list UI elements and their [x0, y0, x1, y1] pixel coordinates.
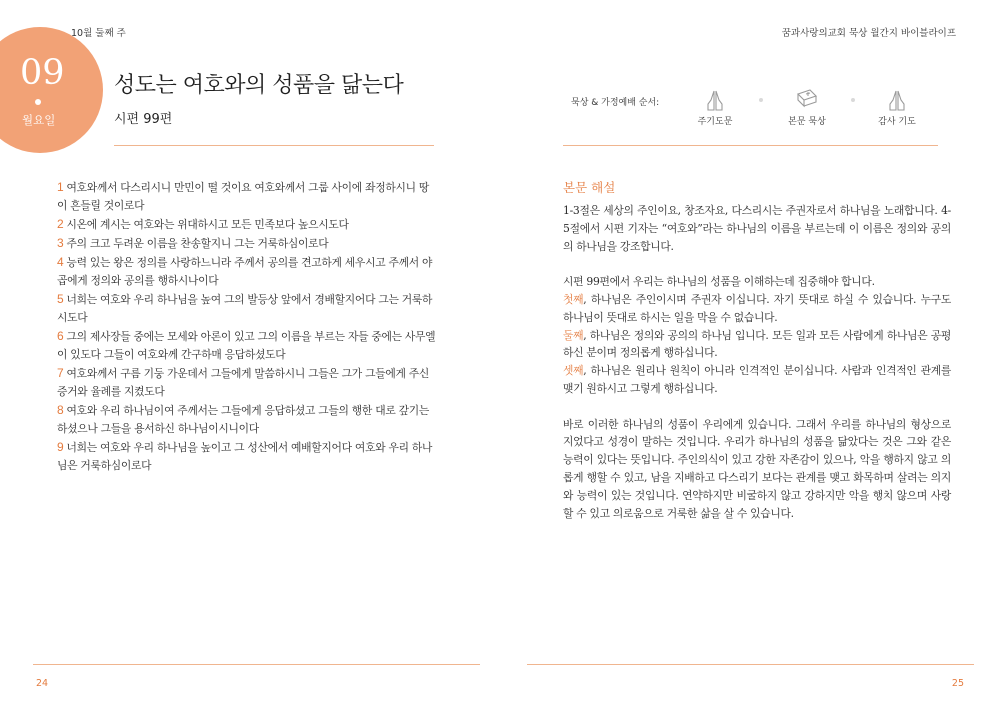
worship-order-label: 묵상 & 가정예배 순서: — [571, 98, 660, 108]
commentary-paragraph: 시편 99편에서 우리는 하나님의 성품을 이해하는데 집중해야 합니다. 첫째, 하나님은 주인이시며 주권자 이십니다. 자기 뜻대로 하실 수 있습니다. 누구도 하나님이 뜻대로 하시는 일을 막을 수 없습니다. 둘째, 하나님은 정의와 공의의 하나님 입니다. 모든 일과 모든 사람에게 하나님은 공평하신 분이며 정의롭게 행하십니다. 셋째, 하나님은 원리나 원칙이 아니라 인격적인 분이십니다. 사람과 인격적인 관계를 맺기 원하시고 그렇게 행하십니다. — [563, 275, 951, 395]
bible-icon — [794, 86, 820, 112]
verse: 5 너희는 여호와 우리 하나님을 높여 그의 발등상 앞에서 경배할지어다 그는 거룩하시도다 — [57, 292, 433, 324]
verse: 6 그의 제사장들 중에는 모세와 아론이 있고 그의 이름을 부르는 자들 중에는 사무엘이 있도다 그들이 여호와께 간구하매 응답하셨도다 — [57, 329, 436, 361]
footer-rule-left — [33, 664, 480, 665]
page-number-right: 25 — [951, 678, 964, 689]
footer-rule-right — [527, 664, 974, 665]
praying-hands-icon — [702, 88, 728, 114]
title-divider — [114, 145, 434, 146]
commentary-paragraph: 1-3절은 세상의 주인이요, 창조자요, 다스리시는 주권자로서 하나님을 노래합니다. 4-5절에서 시편 기자는 “여호와”라는 하나님의 이름을 부르는데 이 이름은 정의와 공의의 하나님을 강조합니다. — [563, 204, 951, 253]
point-marker: 셋째 — [563, 364, 584, 378]
scripture-text — [57, 178, 437, 475]
commentary-text — [563, 202, 951, 540]
running-header-left: 10월 둘째 주 — [71, 28, 126, 39]
worship-divider — [563, 145, 938, 146]
worship-step-label: 감사 기도 — [878, 117, 916, 127]
point-marker: 첫째 — [563, 292, 584, 306]
praying-hands-icon — [884, 88, 910, 114]
verse: 1 여호와께서 다스리시니 만민이 떨 것이요 여호와께서 그룹 사이에 좌정하시니 땅이 흔들릴 것이로다 — [57, 180, 429, 212]
day-badge-dot — [35, 99, 41, 105]
worship-step-label: 주기도문 — [697, 117, 733, 127]
verse: 3 주의 크고 두려운 이름을 찬송할지니 그는 거룩하심이로다 — [57, 236, 329, 250]
scripture-reference: 시편 99편 — [114, 112, 173, 127]
running-header-right: 꿈과사랑의교회 묵상 월간지 바이블라이프 — [781, 28, 956, 39]
day-number: 09 — [20, 53, 65, 93]
verse: 4 능력 있는 왕은 정의를 사랑하느니라 주께서 공의를 견고하게 세우시고 주께서 야곱에게 정의와 공의를 행하시나이다 — [57, 255, 433, 287]
day-name: 월요일 — [22, 113, 56, 127]
section-title: 본문 해설 — [563, 180, 616, 195]
verse: 8 여호와 우리 하나님이여 주께서는 그들에게 응답하셨고 그들의 행한 대로 갚기는 하셨으나 그들을 용서하신 하나님이시니이다 — [57, 403, 429, 435]
step-separator-dot — [759, 98, 763, 102]
step-separator-dot — [851, 98, 855, 102]
verse: 2 시온에 계시는 여호와는 위대하시고 모든 민족보다 높으시도다 — [57, 217, 349, 231]
point-marker: 둘째 — [563, 328, 584, 342]
verse: 7 여호와께서 구름 기둥 가운데서 그들에게 말씀하시니 그들은 그가 그들에게 주신 증거와 율례를 지켰도다 — [57, 366, 429, 398]
verse: 9 너희는 여호와 우리 하나님을 높이고 그 성산에서 예배할지어다 여호와 우리 하나님은 거룩하심이로다 — [57, 440, 433, 472]
worship-step-label: 본문 묵상 — [788, 117, 826, 127]
page-title: 성도는 여호와의 성품을 닮는다 — [114, 73, 404, 98]
commentary-paragraph: 바로 이러한 하나님의 성품이 우리에게 있습니다. 그래서 우리를 하나님의 형상으로 지었다고 성경이 말하는 것입니다. 우리가 하나님의 성품을 닮았다는 것은 그와 같은 능력이 있다는 뜻입니다. 주인의식이 있고 강한 자존감이 있으나, 악을 행하지 않고 의롭게 행할 수 있고, 남을 지배하고 다스리기 보다는 관계를 맺고 화목하며 살려는 의지와 능력이 있는 것입니다. 연약하지만 비굴하지 않고 강하지만 악을 행치 않으며 사랑할 수 있고 의로움으로 거룩한 삶을 살 수 있습니다. — [563, 417, 951, 520]
page-number-left: 24 — [36, 678, 49, 689]
